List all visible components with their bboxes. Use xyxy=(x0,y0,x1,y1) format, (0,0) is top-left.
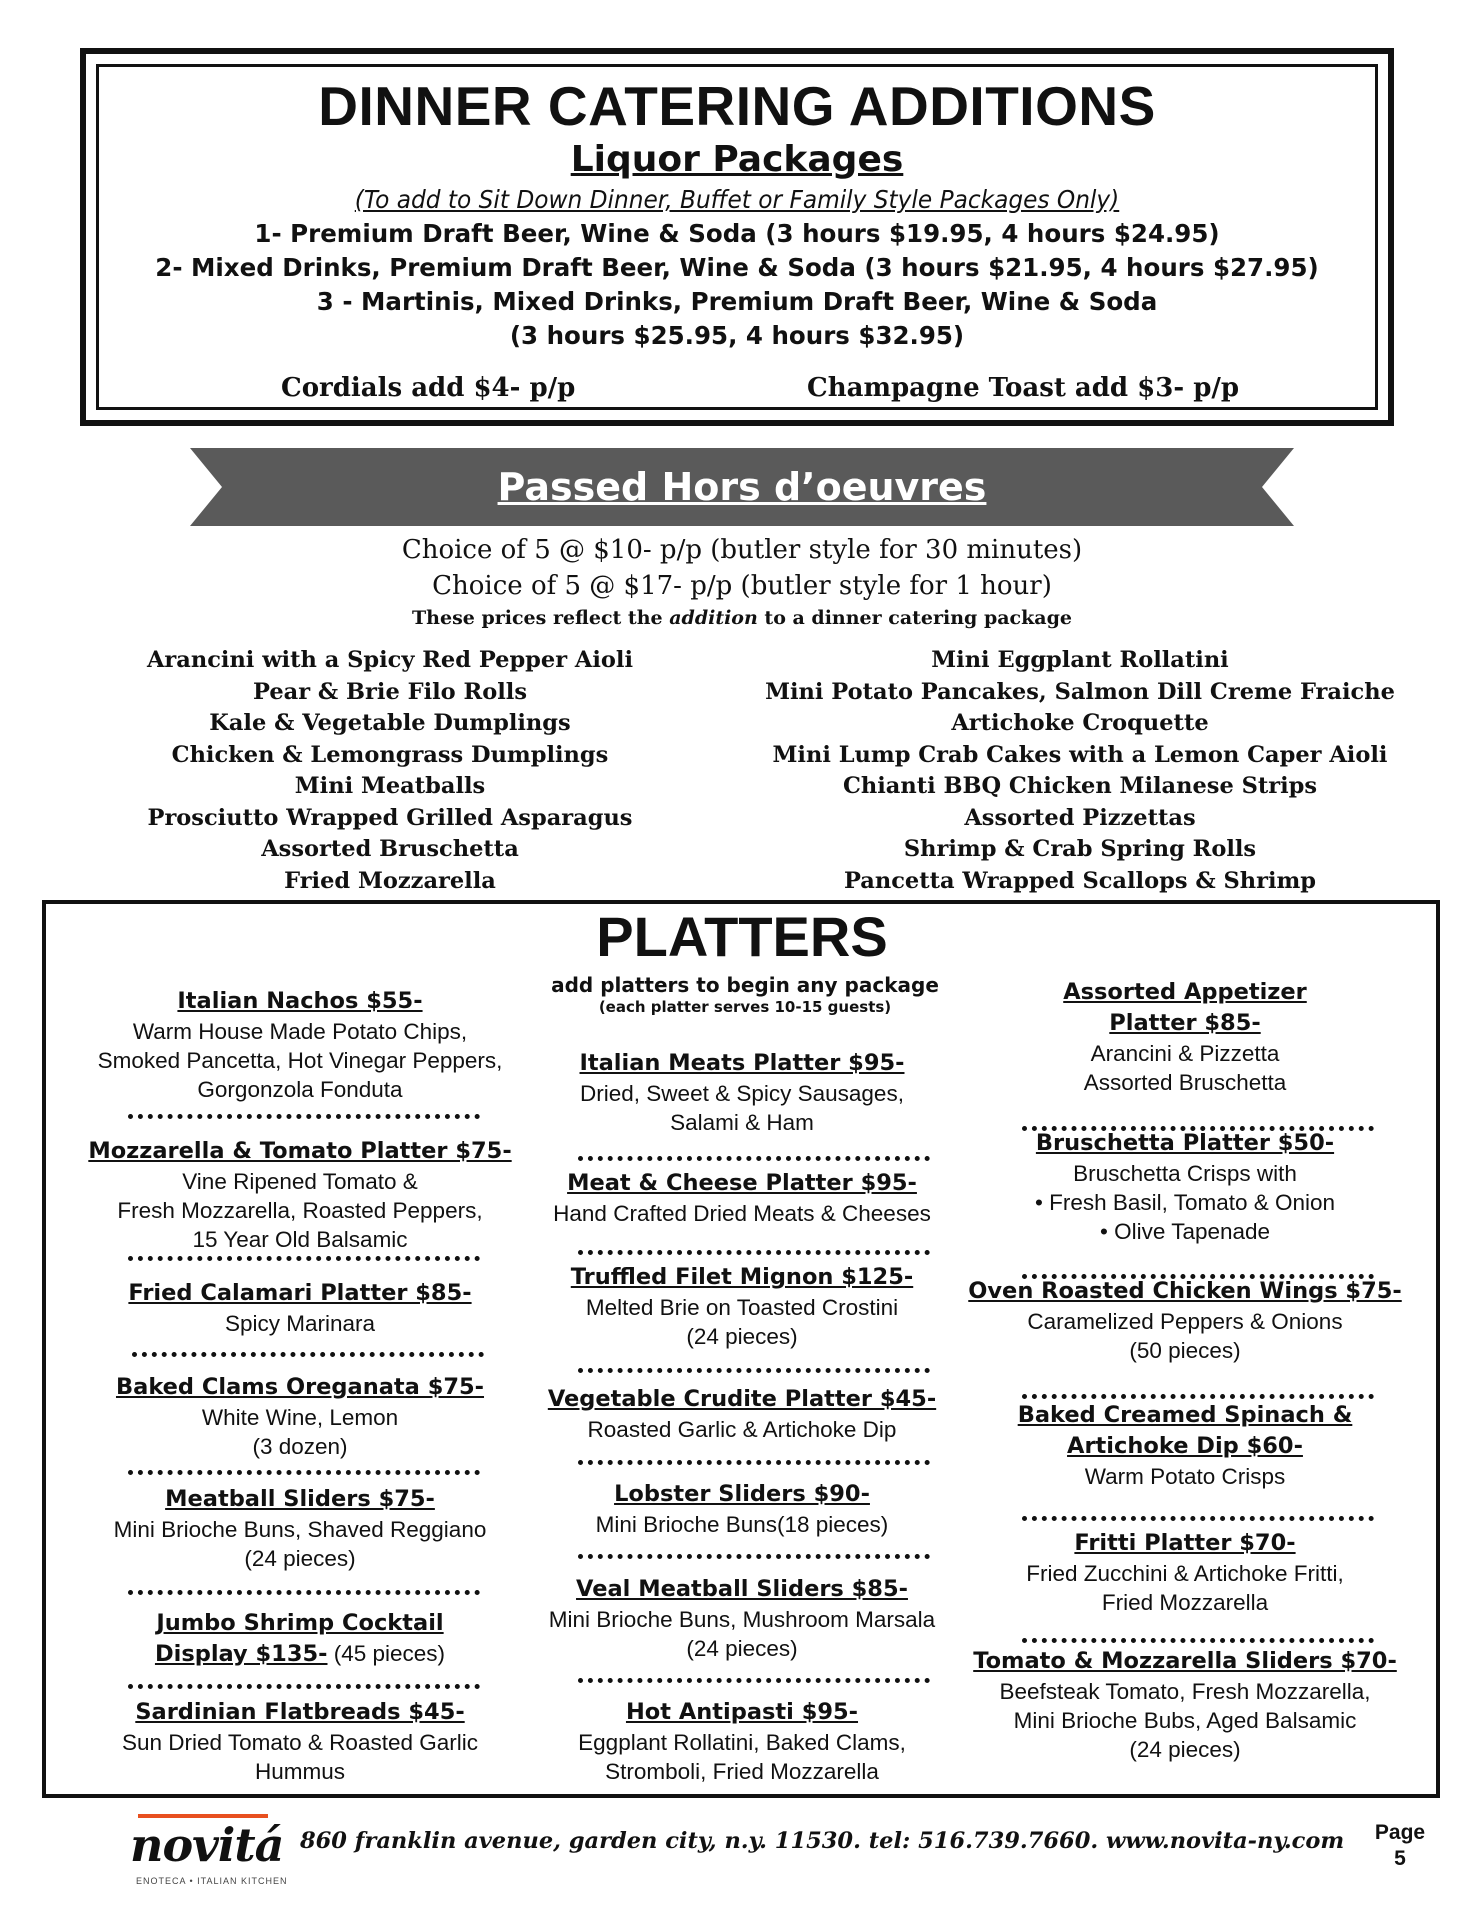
page-label: Page xyxy=(1374,1821,1426,1844)
list-item: Artichoke Croquette xyxy=(951,710,1209,736)
platter-desc: Roasted Garlic & Artichoke Dip xyxy=(587,1417,897,1442)
novita-logo xyxy=(130,1808,288,1888)
footer-address: 860 franklin avenue, garden city, n.y. 11530. tel: 516.739.7660. www.novita-ny.com xyxy=(300,1828,1345,1854)
platter-jumbo-shrimp xyxy=(70,1608,530,1670)
divider xyxy=(578,1678,930,1683)
list-item: Assorted Pizzettas xyxy=(964,804,1196,831)
platter-name: Tomato & Mozzarella Sliders $70- xyxy=(973,1648,1397,1674)
platter-desc: (24 pieces) xyxy=(686,1636,798,1661)
page-number-value: 5 xyxy=(1394,1847,1406,1870)
platter-name: Fried Calamari Platter $85- xyxy=(128,1280,472,1306)
platter-desc: Mini Brioche Buns(18 pieces) xyxy=(595,1512,889,1537)
platter-baked-clams xyxy=(70,1372,530,1461)
platter-desc: Mini Brioche Buns, Mushroom Marsala xyxy=(548,1607,936,1632)
platter-desc: Stromboli, Fried Mozzarella xyxy=(605,1759,879,1784)
platter-name: Meat & Cheese Platter $95- xyxy=(567,1170,917,1196)
platter-desc: Salami & Ham xyxy=(670,1110,814,1135)
divider xyxy=(128,1470,480,1475)
platter-assorted-appetizer xyxy=(955,977,1415,1097)
liquor-heading: Liquor Packages xyxy=(570,139,904,180)
platter-desc: Spicy Marinara xyxy=(224,1311,376,1336)
platter-desc: Bruschetta Crisps with xyxy=(1073,1161,1297,1186)
divider xyxy=(578,1250,930,1255)
platter-lobster-sliders xyxy=(512,1479,972,1539)
platter-name: Lobster Sliders $90- xyxy=(614,1481,870,1507)
platter-desc: (24 pieces) xyxy=(244,1546,356,1571)
platter-desc: Warm House Made Potato Chips, xyxy=(132,1019,468,1044)
list-item: Pancetta Wrapped Scallops & Shrimp xyxy=(843,867,1317,894)
platter-name: Sardinian Flatbreads $45- xyxy=(135,1699,465,1725)
platter-desc: Caramelized Peppers & Onions xyxy=(1027,1309,1343,1334)
list-item: Chianti BBQ Chicken Milanese Strips xyxy=(842,773,1318,799)
list-item: Chicken & Lemongrass Dumplings xyxy=(171,741,609,768)
platter-name: Italian Nachos $55- xyxy=(177,988,423,1014)
champagne-addon: Champagne Toast add $3- p/p xyxy=(807,373,1240,403)
list-item: Mini Eggplant Rollatini xyxy=(931,647,1229,673)
platter-name: Mozzarella & Tomato Platter $75- xyxy=(88,1138,512,1164)
platter-fritti xyxy=(955,1528,1415,1617)
platter-desc: (45 pieces) xyxy=(327,1641,446,1666)
platter-italian-meats xyxy=(512,1048,972,1137)
page-title: DINNER CATERING ADDITIONS xyxy=(318,75,1156,137)
list-item: Pear & Brie Filo Rolls xyxy=(253,678,527,705)
platter-name: Truffled Filet Mignon $125- xyxy=(570,1264,914,1290)
platter-name: Vegetable Crudite Platter $45- xyxy=(547,1386,937,1412)
liquor-inner-frame xyxy=(96,64,1378,410)
platter-desc: Hand Crafted Dried Meats & Cheeses xyxy=(553,1201,931,1226)
platter-desc: Gorgonzola Fonduta xyxy=(197,1077,403,1102)
cordials-addon: Cordials add $4- p/p xyxy=(281,373,576,403)
platter-desc: Warm Potato Crisps xyxy=(1084,1464,1286,1489)
platter-vegetable-crudite xyxy=(512,1384,972,1444)
platter-desc: Mini Brioche Buns, Shaved Reggiano xyxy=(113,1517,487,1542)
platter-name: Meatball Sliders $75- xyxy=(165,1486,435,1512)
liquor-package-3: 3 - Martinis, Mixed Drinks, Premium Draft Beer, Wine & Soda xyxy=(316,287,1158,316)
list-item: Assorted Bruschetta xyxy=(261,836,519,862)
platter-meatball-sliders xyxy=(70,1484,530,1573)
platter-name: Jumbo Shrimp Cocktail xyxy=(156,1610,444,1636)
divider xyxy=(1022,1638,1374,1643)
divider xyxy=(1022,1516,1374,1521)
platters-title: PLATTERS xyxy=(596,905,888,968)
platter-desc: • Olive Tapenade xyxy=(1099,1219,1271,1244)
platter-desc: Smoked Pancetta, Hot Vinegar Peppers, xyxy=(97,1048,503,1073)
platter-desc: (50 pieces) xyxy=(1129,1338,1241,1363)
platter-name: Platter $85- xyxy=(1109,1010,1261,1036)
platter-desc: Assorted Bruschetta xyxy=(1083,1070,1287,1095)
platter-chicken-wings xyxy=(945,1276,1425,1365)
hors-pricing xyxy=(0,532,1484,632)
platter-name: Baked Clams Oreganata $75- xyxy=(115,1374,485,1400)
divider xyxy=(128,1114,480,1119)
platter-truffled-filet xyxy=(512,1262,972,1351)
liquor-packages-box xyxy=(80,48,1394,426)
platter-desc: 15 Year Old Balsamic xyxy=(192,1227,408,1252)
platter-tomato-mozzarella-sliders xyxy=(945,1646,1425,1764)
list-item: Kale & Vegetable Dumplings xyxy=(209,710,571,736)
divider xyxy=(128,1256,480,1261)
platter-name: Oven Roasted Chicken Wings $75- xyxy=(968,1278,1402,1304)
hors-price-note: These prices reflect the addition to a dinner catering package xyxy=(412,607,1072,629)
platter-hot-antipasti xyxy=(512,1697,972,1786)
platter-desc: White Wine, Lemon xyxy=(201,1405,399,1430)
banner-title: Passed Hors d’oeuvres xyxy=(497,465,987,509)
list-item: Mini Meatballs xyxy=(294,773,486,799)
platter-desc: Vine Ripened Tomato & xyxy=(182,1169,418,1194)
platters-subtitle-text: add platters to begin any package xyxy=(551,973,939,997)
hors-choice-1hour: Choice of 5 @ $17- p/p (butler style for 1 hour) xyxy=(432,571,1052,601)
list-item: Shrimp & Crab Spring Rolls xyxy=(903,836,1257,862)
platter-desc: (3 dozen) xyxy=(252,1434,348,1459)
list-item: Arancini with a Spicy Red Pepper Aioli xyxy=(146,647,634,673)
platter-desc: Sun Dried Tomato & Roasted Garlic xyxy=(121,1730,478,1755)
platter-name: Bruschetta Platter $50- xyxy=(1035,1130,1335,1156)
platter-name: Artichoke Dip $60- xyxy=(1067,1433,1303,1459)
platter-meat-cheese xyxy=(512,1168,972,1228)
platter-name: Hot Antipasti $95- xyxy=(625,1699,859,1725)
hors-choice-30min: Choice of 5 @ $10- p/p (butler style for 30 minutes) xyxy=(401,535,1083,565)
platter-name: Veal Meatball Sliders $85- xyxy=(576,1576,908,1602)
divider xyxy=(128,1684,480,1689)
divider xyxy=(1022,1394,1374,1399)
liquor-package-1: 1- Premium Draft Beer, Wine & Soda (3 hours $19.95, 4 hours $24.95) xyxy=(254,219,1220,248)
platter-desc: Mini Brioche Bubs, Aged Balsamic xyxy=(1013,1708,1357,1733)
divider xyxy=(578,1460,930,1465)
platter-desc: Melted Brie on Toasted Crostini xyxy=(585,1295,899,1320)
liquor-package-2: 2- Mixed Drinks, Premium Draft Beer, Wine & Soda (3 hours $21.95, 4 hours $27.95) xyxy=(155,253,1319,282)
platter-mozzarella-tomato xyxy=(70,1136,530,1254)
platter-desc: Beefsteak Tomato, Fresh Mozzarella, xyxy=(999,1679,1371,1704)
divider xyxy=(578,1554,930,1559)
platter-sardinian-flatbreads xyxy=(70,1697,530,1786)
divider xyxy=(128,1590,480,1595)
liquor-note: (To add to Sit Down Dinner, Buffet or Family Style Packages Only) xyxy=(354,185,1120,214)
list-item: Mini Lump Crab Cakes with a Lemon Caper Aioli xyxy=(772,741,1388,768)
platter-desc: Eggplant Rollatini, Baked Clams, xyxy=(578,1730,906,1755)
platter-name: Display $135- xyxy=(154,1641,328,1667)
hors-doeuvres-banner xyxy=(190,448,1294,526)
page-number xyxy=(1360,1820,1440,1872)
divider xyxy=(578,1156,930,1161)
platters-subtitle xyxy=(520,972,970,1016)
platter-desc: Hummus xyxy=(254,1759,345,1784)
list-item: Fried Mozzarella xyxy=(284,867,496,894)
logo-tagline: ENOTECA • ITALIAN KITCHEN xyxy=(136,1876,288,1886)
list-item: Mini Potato Pancakes, Salmon Dill Creme Fraiche xyxy=(765,678,1395,705)
platter-name: Baked Creamed Spinach & xyxy=(1017,1402,1353,1428)
platter-desc: Fresh Mozzarella, Roasted Peppers, xyxy=(117,1198,483,1223)
divider xyxy=(578,1368,930,1373)
platter-fried-calamari xyxy=(70,1278,530,1338)
platter-desc: Arancini & Pizzetta xyxy=(1090,1041,1280,1066)
platter-desc: (24 pieces) xyxy=(686,1324,798,1349)
platter-desc: • Fresh Basil, Tomato & Onion xyxy=(1034,1190,1336,1215)
liquor-package-3-prices: (3 hours $25.95, 4 hours $32.95) xyxy=(509,321,965,350)
platter-italian-nachos xyxy=(70,986,530,1104)
platter-veal-meatball-sliders xyxy=(512,1574,972,1663)
hors-list-left xyxy=(100,645,680,897)
platters-serves: (each platter serves 10-15 guests) xyxy=(598,998,892,1016)
platter-desc: Fried Mozzarella xyxy=(1101,1590,1269,1615)
divider xyxy=(132,1352,484,1357)
platter-name: Fritti Platter $70- xyxy=(1074,1530,1296,1556)
platter-desc: (24 pieces) xyxy=(1129,1737,1241,1762)
logo-wordmark: novitá xyxy=(130,1818,284,1872)
platter-desc: Dried, Sweet & Spicy Sausages, xyxy=(580,1081,904,1106)
platter-name: Assorted Appetizer xyxy=(1063,979,1307,1005)
platter-creamed-spinach xyxy=(955,1400,1415,1491)
list-item: Prosciutto Wrapped Grilled Asparagus xyxy=(147,804,633,831)
platter-desc: Fried Zucchini & Artichoke Fritti, xyxy=(1026,1561,1344,1586)
hors-list-right xyxy=(745,645,1415,897)
platter-name: Italian Meats Platter $95- xyxy=(579,1050,905,1076)
platter-bruschetta xyxy=(955,1128,1415,1246)
